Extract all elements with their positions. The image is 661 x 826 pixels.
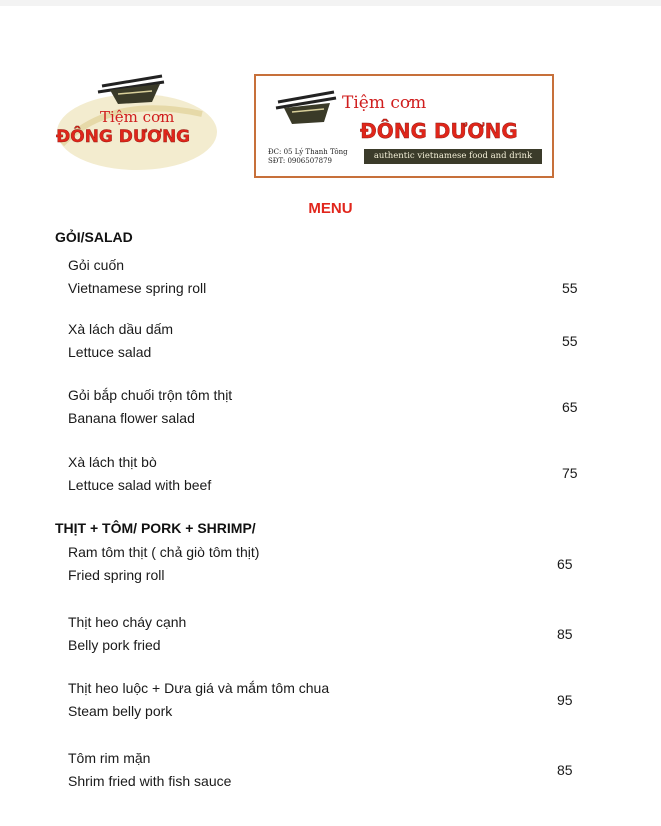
section-title-pork-shrimp: THỊT + TÔM/ PORK + SHRIMP/ xyxy=(55,520,256,536)
item-price: 65 xyxy=(557,556,573,572)
logo-left-big-text: ĐÔNG DƯƠNG xyxy=(56,127,191,147)
item-name-vietnamese: Gỏi bắp chuối trộn tôm thịt xyxy=(68,387,233,403)
item-name-vietnamese: Tôm rim mặn xyxy=(68,750,151,766)
item-price: 95 xyxy=(557,692,573,708)
item-price: 55 xyxy=(562,280,578,296)
item-price: 55 xyxy=(562,333,578,349)
logo-right-small-text: Tiệm cơm xyxy=(342,93,427,113)
menu-item xyxy=(68,384,588,430)
item-name-vietnamese: Thịt heo cháy cạnh xyxy=(68,614,187,630)
item-name-english: Vietnamese spring roll xyxy=(68,280,207,296)
menu-item xyxy=(68,318,588,364)
item-price: 85 xyxy=(557,762,573,778)
top-strip xyxy=(0,0,661,6)
item-price: 75 xyxy=(562,465,578,481)
slogan-banner: authentic vietnamese food and drink xyxy=(364,149,542,164)
phone-text: SĐT: 0906507879 xyxy=(268,157,332,165)
section-title-salad: GỎI/SALAD xyxy=(55,229,133,245)
item-name-english: Lettuce salad xyxy=(68,344,152,360)
item-name-english: Belly pork fried xyxy=(68,637,161,653)
logo-left-small-text: Tiệm cơm xyxy=(100,108,175,126)
item-price: 85 xyxy=(557,626,573,642)
menu-item xyxy=(68,747,588,793)
menu-item xyxy=(68,451,588,497)
item-name-vietnamese: Thịt heo luộc + Dưa giá và mắm tôm chua xyxy=(68,680,330,696)
item-price: 65 xyxy=(562,399,578,415)
item-name-vietnamese: Xà lách dầu dấm xyxy=(68,321,174,337)
address-text: ĐC: 05 Lý Thanh Tông xyxy=(268,148,348,156)
item-name-vietnamese: Ram tôm thịt ( chả giò tôm thịt) xyxy=(68,544,260,560)
item-name-vietnamese: Gỏi cuốn xyxy=(68,257,125,273)
item-name-english: Lettuce salad with beef xyxy=(68,477,212,493)
menu-item xyxy=(68,677,588,723)
restaurant-logo-box xyxy=(254,74,554,178)
item-name-english: Shrim fried with fish sauce xyxy=(68,773,232,789)
item-name-english: Banana flower salad xyxy=(68,410,195,426)
menu-item xyxy=(68,541,588,587)
menu-title: MENU xyxy=(308,200,353,217)
menu-item xyxy=(68,254,588,300)
restaurant-logo-left xyxy=(52,74,222,174)
menu-item xyxy=(68,611,588,657)
logo-right-big-text: ĐÔNG DƯƠNG xyxy=(360,119,518,143)
item-name-vietnamese: Xà lách thịt bò xyxy=(68,454,157,470)
item-name-english: Steam belly pork xyxy=(68,703,173,719)
item-name-english: Fried spring roll xyxy=(68,567,165,583)
address-block xyxy=(268,148,348,166)
